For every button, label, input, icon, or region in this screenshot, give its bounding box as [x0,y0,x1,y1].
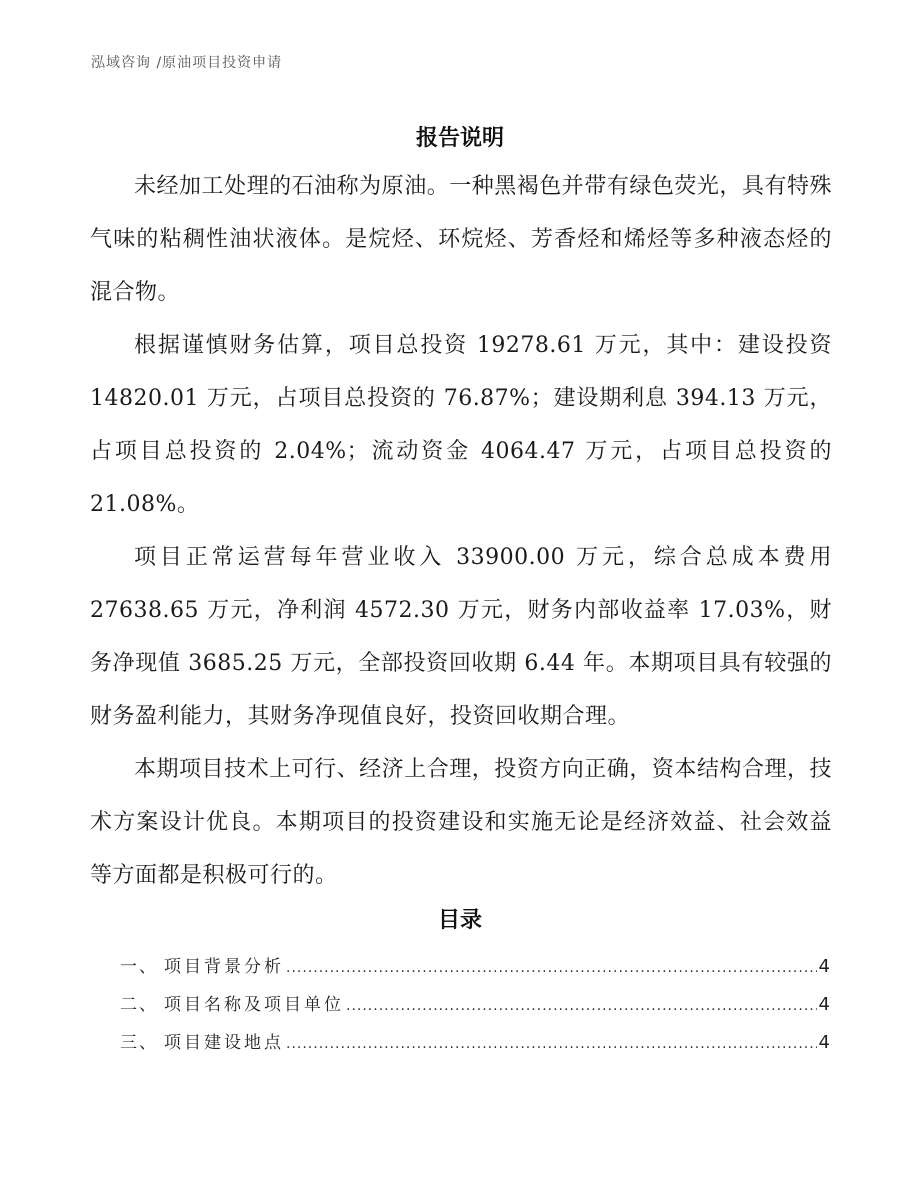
paragraph-investment-summary: 根据谨慎财务估算，项目总投资 19278.61 万元，其中：建设投资 14820.01 万元，占项目总投资的 76.87%；建设期利息 394.13 万元，占项目总投资的 2.04%；流动资金 4064.47 万元，占项目总投资的 21.08%。 [90,333,832,517]
toc-item[interactable] [120,1028,830,1066]
toc-item-label[interactable]: 项目建设地点 [164,1033,284,1053]
toc-leader-dots [286,960,817,976]
toc-item-label[interactable]: 项目背景分析 [164,957,284,977]
toc-item[interactable] [120,990,830,1028]
paragraph-crude-oil-definition: 未经加工处理的石油称为原油。一种黑褐色并带有绿色荧光，具有特殊气味的粘稠性油状液体。是烷烃、环烷烃、芳香烃和烯烃等多种液态烃的混合物。 [90,174,832,305]
toc-item-number: 一、 [120,957,158,977]
report-title: 报告说明 [415,126,504,151]
toc-item-number: 二、 [120,995,158,1015]
toc-leader-dots [346,998,817,1014]
toc-item-label[interactable]: 项目名称及项目单位 [164,995,344,1015]
paragraph-financial-indicators: 项目正常运营每年营业收入 33900.00 万元，综合总成本费用 27638.65 万元，净利润 4572.30 万元，财务内部收益率 17.03%，财务净现值 3685.25 万元，全部投资回收期 6.44 年。本期项目具有较强的财务盈利能力，其财务净现值良好，投资回收期合理。 [90,545,832,729]
toc-item[interactable] [120,952,830,990]
toc-item-number: 三、 [120,1033,158,1053]
toc-title: 目录 [437,908,482,933]
toc-item-page[interactable]: 4 [818,956,830,977]
page-header-breadcrumb: 泓域咨询 /原油项目投资申请 [91,55,283,71]
table-of-contents [120,952,830,1066]
report-body [90,160,832,902]
paragraph-feasibility-conclusion: 本期项目技术上可行、经济上合理，投资方向正确，资本结构合理，技术方案设计优良。本期项目的投资建设和实施无论是经济效益、社会效益等方面都是积极可行的。 [90,757,832,888]
toc-leader-dots [286,1036,817,1052]
toc-item-page[interactable]: 4 [818,1032,830,1053]
toc-item-page[interactable]: 4 [818,994,830,1015]
